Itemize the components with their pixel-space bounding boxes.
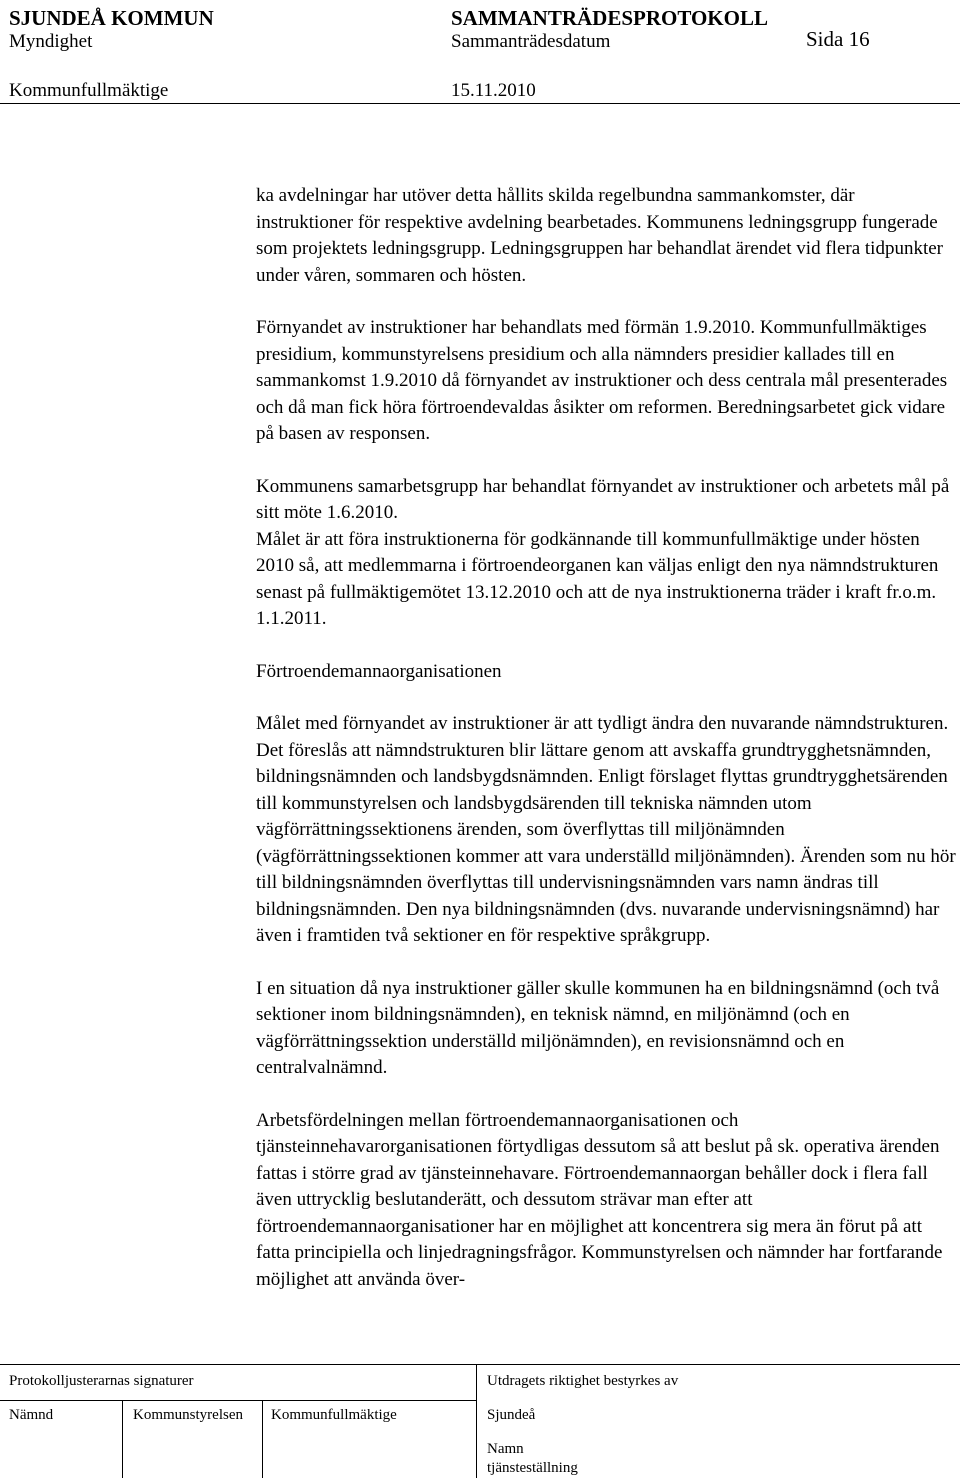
- authority-label: Myndighet: [9, 31, 93, 52]
- page-number: [806, 29, 870, 50]
- footer-divider: [476, 1364, 477, 1478]
- place-label: Sjundeå: [487, 1407, 536, 1423]
- authority-name: Kommunfullmäktige: [9, 80, 169, 101]
- signature-footer: [0, 1364, 960, 1478]
- meeting-date: 15.11.2010: [451, 80, 536, 101]
- document-type: SAMMANTRÄDESPROTOKOLL: [451, 6, 768, 30]
- signature-column-label: Nämnd: [9, 1407, 54, 1423]
- paragraph: Arbetsfördelningen mellan förtroendemannaorganisationen och tjänsteinnehavarorganisationen förtydligas dessutom så att beslut på sk. operativa ärenden fattas i större grad av tjänsteinnehavare. Förtroendemannaorgan behåller dock i flera fall även uttrycklig beslutanderätt, och dessutom strävar man efter att förtroendemannaorganisationer har en möjlighet att koncentrera sig mera än förut på att fatta principiella och linjedragningsfrågor. Kommunstyrelsen och nämnder har fortfarande möjlighet att använda över-: [256, 1109, 943, 1290]
- organization-name: SJUNDEÅ KOMMUN: [9, 6, 214, 30]
- name-label: Namn: [487, 1441, 524, 1457]
- paragraph: Målet är att föra instruktionerna för godkännande till kommunfullmäktige under hösten 2010 så, att medlemmarna i förtroendeorganen kan väljas enligt den nya nämndstrukturen senast på fullmäktigemötet 13.12.2010 och att de nya instruktionerna träder i kraft fr.o.m. 1.1.2011.: [256, 528, 939, 629]
- document-body: [256, 183, 956, 1293]
- section-heading: Förtroendemannaorganisationen: [256, 660, 502, 682]
- header-divider: [0, 103, 960, 104]
- extract-label: Utdragets riktighet bestyrkes av: [487, 1373, 679, 1389]
- page-label: Sida: [806, 27, 844, 51]
- paragraph: I en situation då nya instruktioner gäller skulle kommunen ha en bildningsnämnd (och två sektioner inom bildningsnämnden), en teknisk nämnd, en miljönämnd (och en vägförrättningssektion underställd miljönämnden), en revisionsnämnd och en centralvalnämnd.: [256, 977, 940, 1078]
- footer-top-line: [0, 1364, 960, 1365]
- signature-column-label: Kommunstyrelsen: [133, 1407, 243, 1423]
- date-label: Sammanträdesdatum: [451, 31, 611, 52]
- paragraph: Målet med förnyandet av instruktioner är att tydligt ändra den nuvarande nämndstrukturen. Det föreslås att nämndstrukturen blir lättare genom att avskaffa grundtrygghetsnämnden, bildningsnämnden och landsbygdsnämnden. Enligt förslaget flyttas grundtrygghetsärenden till kommunstyrelsen och landsbygdsärenden till tekniska nämnden utom vägförrättningssektionens ärenden, som överflyttas till miljönämnden (vägförrättningssektionen kommer att vara underställd miljönämnden). Ärenden som nu hör till bildningsnämnden överflyttas till undervisningsnämnden vars namn ändras till bildningsnämnden. Den nya bildningsnämnden (dvs. nuvarande undervisningsnämnd) har även i framtiden två sektioner en för respektive språkgrupp.: [256, 713, 956, 946]
- paragraph: Förnyandet av instruktioner har behandlats med förmän 1.9.2010. Kommunfullmäktiges presidium, kommunstyrelsens presidium och alla nämnders presidier kallades till en sammankomst 1.9.2010 då förnyandet av instruktioner och dess centrala mål presenterades och då man fick höra förtroendevaldas åsikter om reformen. Beredningsarbetet gick vidare på basen av responsen.: [256, 317, 948, 444]
- paragraph: Kommunens samarbetsgrupp har behandlat förnyandet av instruktioner och arbetets mål på sitt möte 1.6.2010.: [256, 475, 950, 523]
- page-number-value: 16: [848, 27, 870, 51]
- column-divider: [122, 1400, 123, 1478]
- column-divider: [262, 1400, 263, 1478]
- position-label: tjänsteställning: [487, 1460, 578, 1476]
- signatures-label: Protokolljusterarnas signaturer: [9, 1373, 194, 1389]
- footer-mid-line: [0, 1400, 476, 1401]
- paragraph: ka avdelningar har utöver detta hållits skilda regelbundna sammankomster, där instruktioner för respektive avdelning bearbetades. Kommunens ledningsgrupp fungerade som projektets ledningsgrupp. Ledningsgruppen har behandlat ärendet vid flera tidpunkter under våren, sommaren och hösten.: [256, 185, 943, 286]
- signature-column-label: Kommunfullmäktige: [271, 1407, 397, 1423]
